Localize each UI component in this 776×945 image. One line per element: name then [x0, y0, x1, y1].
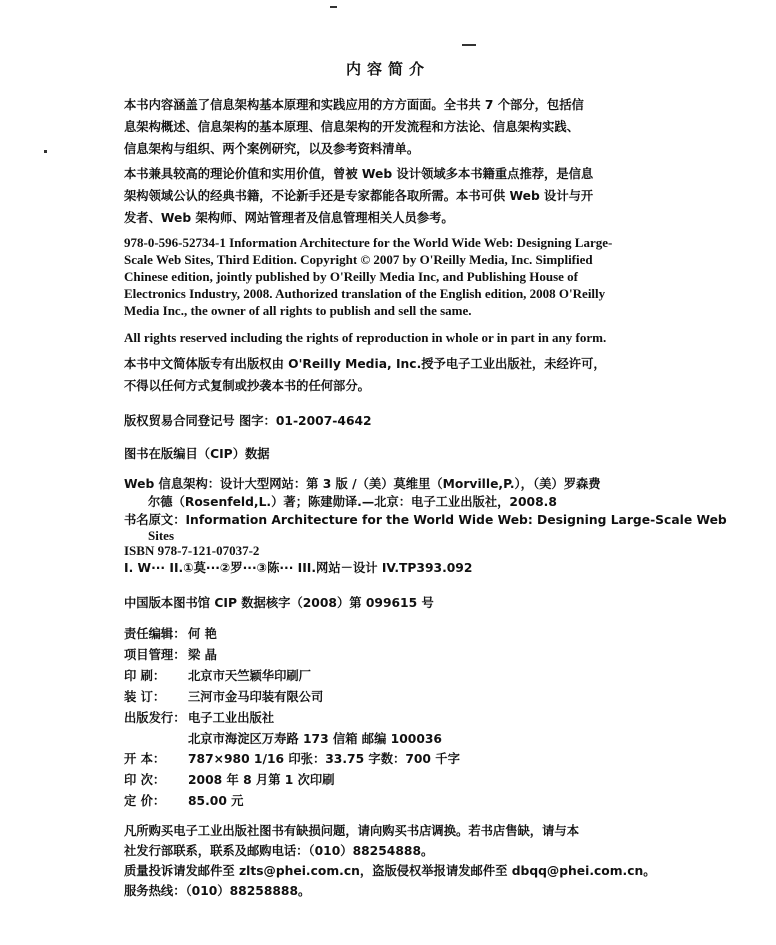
cip-record-number: 中国版本图书馆 CIP 数据核字（2008）第 099615 号	[124, 596, 434, 610]
value-line: 发者、Web 架构师、网站管理者及信息管理相关人员参考。	[124, 211, 454, 225]
detail-row-project	[124, 647, 217, 663]
detail-value: 何 艳	[188, 627, 217, 641]
footer-line: 服务热线：（010）88258888。	[124, 884, 311, 898]
scan-speck	[44, 150, 47, 153]
detail-row-impression	[124, 772, 335, 788]
footer-line: 社发行部联系，联系及邮购电话：（010）88254888。	[124, 844, 434, 858]
detail-label: 装 订：	[124, 690, 166, 704]
authorization-line: 不得以任何方式复制或抄袭本书的任何部分。	[124, 379, 370, 393]
footer-line: 凡所购买电子工业出版社图书有缺损问题，请向购买书店调换。若书店售缺，请与本	[124, 824, 579, 838]
detail-row-printing	[124, 668, 311, 684]
detail-row-price	[124, 793, 243, 809]
copyright-line: Scale Web Sites, Third Edition. Copyright © 2007 by O'Reilly Media, Inc. Simplified	[124, 252, 593, 267]
rights-reserved: All rights reserved including the rights of reproduction in whole or in part in any form.	[124, 330, 607, 345]
value-line: 本书兼具较高的理论价值和实用价值，曾被 Web 设计领域多本书籍重点推荐，是信息	[124, 167, 594, 181]
scan-speck	[330, 6, 337, 8]
cip-isbn: ISBN 978-7-121-07037-2	[124, 543, 260, 558]
cip-line: 书名原文：Information Architecture for the World Wide Web: Designing Large-Scale Web	[124, 513, 727, 527]
detail-value: 85.00 元	[188, 794, 244, 808]
copyright-line: Chinese edition, jointly published by O'Reilly Media Inc, and Publishing House of	[124, 269, 579, 284]
detail-row-address	[188, 731, 442, 747]
scan-speck	[462, 44, 476, 46]
detail-label: 责任编辑：	[124, 627, 186, 641]
detail-value: 北京市天竺颖华印刷厂	[188, 669, 311, 683]
detail-label: 开 本：	[124, 752, 166, 766]
authorization-line: 本书中文简体版专有出版权由 O'Reilly Media, Inc.授予电子工业出版社，未经许可，	[124, 357, 606, 371]
detail-row-editor	[124, 626, 217, 642]
detail-value: 三河市金马印装有限公司	[188, 690, 324, 704]
cip-line: Web 信息架构：设计大型网站：第 3 版 /（美）莫维里（Morville,P.），（美）罗森费	[124, 477, 601, 491]
summary-line: 本书内容涵盖了信息架构基本原理和实践应用的方方面面。全书共 7 个部分，包括信	[124, 98, 584, 112]
detail-value: 电子工业出版社	[188, 711, 275, 725]
detail-label: 项目管理：	[124, 648, 186, 662]
cip-line: 尔德（Rosenfeld,L.）著；陈建勋译.—北京：电子工业出版社，2008.8	[148, 495, 557, 509]
detail-row-publisher	[124, 710, 274, 726]
detail-row-binding	[124, 689, 323, 705]
value-line: 架构领域公认的经典书籍，不论新手还是专家都能各取所需。本书可供 Web 设计与开	[124, 189, 594, 203]
detail-value: 梁 晶	[188, 648, 217, 662]
detail-label: 定 价：	[124, 794, 166, 808]
detail-value: 2008 年 8 月第 1 次印刷	[188, 773, 335, 787]
detail-value: 北京市海淀区万寿路 173 信箱 邮编 100036	[188, 732, 442, 746]
detail-value: 787×980 1/16 印张：33.75 字数：700 千字	[188, 752, 460, 766]
page-title: 内容简介	[345, 60, 430, 78]
footer-line: 质量投诉请发邮件至 zlts@phei.com.cn，盗版侵权举报请发邮件至 dbqq@phei.com.cn。	[124, 864, 656, 878]
copyright-line: Electronics Industry, 2008. Authorized translation of the English edition, 2008 O'Reilly	[124, 286, 606, 301]
detail-label: 印 次：	[124, 773, 166, 787]
cip-classification: I. W··· II.①莫···②罗···③陈··· III.网站－设计 IV.TP393.092	[124, 561, 473, 575]
detail-label: 印 刷：	[124, 669, 166, 683]
summary-line: 息架构概述、信息架构的基本原理、信息架构的开发流程和方法论、信息架构实践、	[124, 120, 579, 134]
registration-number: 版权贸易合同登记号 图字：01-2007-4642	[124, 414, 372, 428]
copyright-line: Media Inc., the owner of all rights to publish and sell the same.	[124, 303, 472, 318]
detail-row-format	[124, 751, 460, 767]
cip-line: Sites	[148, 528, 174, 543]
copyright-line: 978-0-596-52734-1 Information Architecture for the World Wide Web: Designing Large-	[124, 235, 613, 250]
cip-heading: 图书在版编目（CIP）数据	[124, 447, 270, 461]
detail-label: 出版发行：	[124, 711, 186, 725]
summary-line: 信息架构与组织、两个案例研究，以及参考资料清单。	[124, 142, 420, 156]
